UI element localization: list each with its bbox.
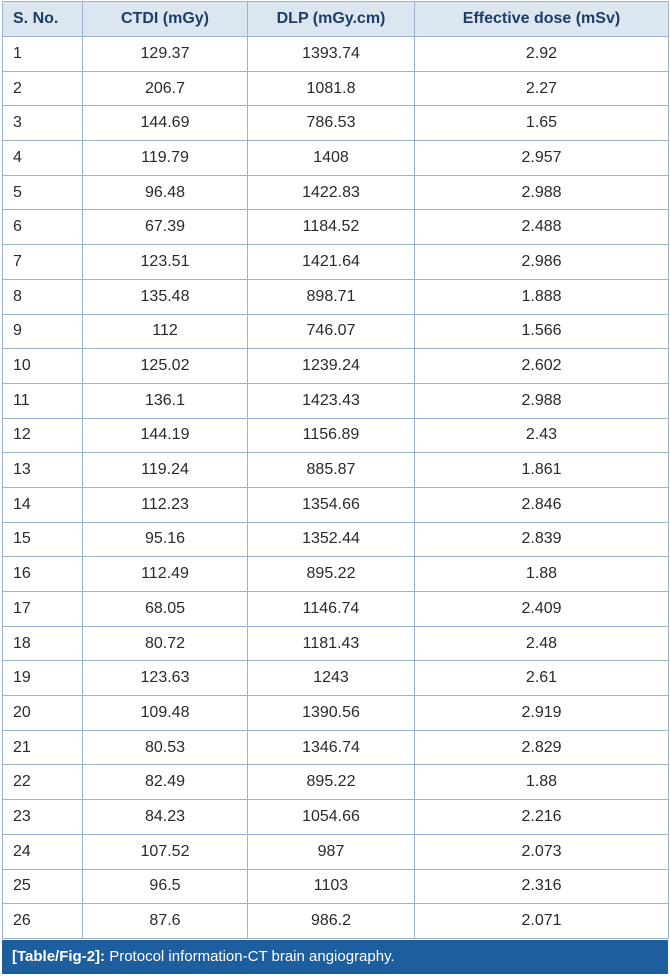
- cell-sno: 14: [3, 487, 83, 522]
- cell-ctdi: 80.53: [83, 730, 248, 765]
- table-row: [3, 141, 669, 176]
- cell-sno: 13: [3, 453, 83, 488]
- cell-effective-dose: 2.92: [415, 37, 669, 72]
- table-row: [3, 626, 669, 661]
- cell-effective-dose: 2.602: [415, 349, 669, 384]
- cell-dlp: 895.22: [248, 557, 415, 592]
- dose-table: [2, 1, 669, 939]
- cell-effective-dose: 2.488: [415, 210, 669, 245]
- cell-ctdi: 129.37: [83, 37, 248, 72]
- cell-sno: 23: [3, 800, 83, 835]
- cell-sno: 19: [3, 661, 83, 696]
- cell-sno: 4: [3, 141, 83, 176]
- cell-dlp: 898.71: [248, 279, 415, 314]
- cell-dlp: 1393.74: [248, 37, 415, 72]
- cell-ctdi: 119.24: [83, 453, 248, 488]
- cell-ctdi: 135.48: [83, 279, 248, 314]
- cell-sno: 24: [3, 834, 83, 869]
- cell-ctdi: 96.48: [83, 175, 248, 210]
- table-row: [3, 175, 669, 210]
- cell-ctdi: 84.23: [83, 800, 248, 835]
- cell-effective-dose: 2.988: [415, 175, 669, 210]
- cell-ctdi: 119.79: [83, 141, 248, 176]
- header-sno: S. No.: [3, 2, 83, 37]
- cell-dlp: 1184.52: [248, 210, 415, 245]
- table-row: [3, 383, 669, 418]
- cell-effective-dose: 2.073: [415, 834, 669, 869]
- table-row: [3, 800, 669, 835]
- cell-sno: 7: [3, 245, 83, 280]
- table-row: [3, 834, 669, 869]
- cell-sno: 12: [3, 418, 83, 453]
- cell-sno: 26: [3, 904, 83, 939]
- cell-sno: 3: [3, 106, 83, 141]
- caption-tag: [Table/Fig-2]:: [12, 948, 106, 965]
- cell-effective-dose: 2.216: [415, 800, 669, 835]
- cell-effective-dose: 2.27: [415, 71, 669, 106]
- cell-ctdi: 80.72: [83, 626, 248, 661]
- cell-effective-dose: 2.071: [415, 904, 669, 939]
- cell-dlp: 986.2: [248, 904, 415, 939]
- cell-sno: 25: [3, 869, 83, 904]
- caption-text: Protocol information-CT brain angiography.: [105, 948, 395, 965]
- cell-sno: 21: [3, 730, 83, 765]
- cell-ctdi: 109.48: [83, 696, 248, 731]
- cell-ctdi: 87.6: [83, 904, 248, 939]
- cell-effective-dose: 2.988: [415, 383, 669, 418]
- table-row: [3, 730, 669, 765]
- table-row: [3, 592, 669, 627]
- cell-effective-dose: 1.65: [415, 106, 669, 141]
- cell-sno: 10: [3, 349, 83, 384]
- table-row: [3, 245, 669, 280]
- cell-effective-dose: 1.88: [415, 765, 669, 800]
- cell-dlp: 1354.66: [248, 487, 415, 522]
- table-row: [3, 210, 669, 245]
- table-row: [3, 418, 669, 453]
- cell-dlp: 786.53: [248, 106, 415, 141]
- cell-sno: 1: [3, 37, 83, 72]
- table-row: [3, 453, 669, 488]
- cell-sno: 5: [3, 175, 83, 210]
- cell-sno: 6: [3, 210, 83, 245]
- table-row: [3, 869, 669, 904]
- table-row: [3, 904, 669, 939]
- cell-effective-dose: 2.48: [415, 626, 669, 661]
- cell-sno: 8: [3, 279, 83, 314]
- cell-dlp: 746.07: [248, 314, 415, 349]
- cell-sno: 11: [3, 383, 83, 418]
- header-effective-dose: Effective dose (mSv): [415, 2, 669, 37]
- cell-dlp: 1423.43: [248, 383, 415, 418]
- header-dlp: DLP (mGy.cm): [248, 2, 415, 37]
- cell-dlp: 1243: [248, 661, 415, 696]
- cell-effective-dose: 1.566: [415, 314, 669, 349]
- cell-ctdi: 112: [83, 314, 248, 349]
- cell-sno: 20: [3, 696, 83, 731]
- cell-dlp: 885.87: [248, 453, 415, 488]
- cell-dlp: 987: [248, 834, 415, 869]
- cell-effective-dose: 2.986: [415, 245, 669, 280]
- cell-dlp: 1390.56: [248, 696, 415, 731]
- cell-effective-dose: 2.957: [415, 141, 669, 176]
- cell-effective-dose: 2.61: [415, 661, 669, 696]
- cell-dlp: 1156.89: [248, 418, 415, 453]
- table-header-row: [3, 2, 669, 37]
- cell-dlp: 1054.66: [248, 800, 415, 835]
- cell-effective-dose: 2.919: [415, 696, 669, 731]
- table-row: [3, 522, 669, 557]
- cell-dlp: 1103: [248, 869, 415, 904]
- table-caption: [2, 940, 668, 974]
- cell-sno: 15: [3, 522, 83, 557]
- cell-dlp: 1181.43: [248, 626, 415, 661]
- cell-ctdi: 95.16: [83, 522, 248, 557]
- header-ctdi: CTDI (mGy): [83, 2, 248, 37]
- cell-ctdi: 96.5: [83, 869, 248, 904]
- cell-effective-dose: 2.316: [415, 869, 669, 904]
- cell-dlp: 1239.24: [248, 349, 415, 384]
- document-page: [1, 1, 669, 975]
- cell-ctdi: 206.7: [83, 71, 248, 106]
- cell-effective-dose: 1.888: [415, 279, 669, 314]
- table-row: [3, 557, 669, 592]
- cell-effective-dose: 1.861: [415, 453, 669, 488]
- cell-sno: 22: [3, 765, 83, 800]
- table-row: [3, 349, 669, 384]
- table-row: [3, 696, 669, 731]
- cell-ctdi: 144.19: [83, 418, 248, 453]
- cell-effective-dose: 2.43: [415, 418, 669, 453]
- table-row: [3, 71, 669, 106]
- table-body: [3, 37, 669, 939]
- cell-ctdi: 67.39: [83, 210, 248, 245]
- table-row: [3, 487, 669, 522]
- cell-dlp: 895.22: [248, 765, 415, 800]
- cell-ctdi: 125.02: [83, 349, 248, 384]
- cell-ctdi: 136.1: [83, 383, 248, 418]
- cell-ctdi: 112.49: [83, 557, 248, 592]
- cell-effective-dose: 2.846: [415, 487, 669, 522]
- cell-dlp: 1146.74: [248, 592, 415, 627]
- cell-ctdi: 123.51: [83, 245, 248, 280]
- cell-ctdi: 107.52: [83, 834, 248, 869]
- cell-ctdi: 112.23: [83, 487, 248, 522]
- table-row: [3, 37, 669, 72]
- cell-dlp: 1352.44: [248, 522, 415, 557]
- cell-dlp: 1421.64: [248, 245, 415, 280]
- cell-dlp: 1422.83: [248, 175, 415, 210]
- cell-sno: 2: [3, 71, 83, 106]
- cell-ctdi: 123.63: [83, 661, 248, 696]
- cell-sno: 18: [3, 626, 83, 661]
- cell-ctdi: 68.05: [83, 592, 248, 627]
- cell-dlp: 1346.74: [248, 730, 415, 765]
- cell-effective-dose: 2.829: [415, 730, 669, 765]
- cell-effective-dose: 1.88: [415, 557, 669, 592]
- cell-effective-dose: 2.409: [415, 592, 669, 627]
- cell-sno: 9: [3, 314, 83, 349]
- table-row: [3, 106, 669, 141]
- cell-sno: 16: [3, 557, 83, 592]
- table-row: [3, 314, 669, 349]
- cell-dlp: 1081.8: [248, 71, 415, 106]
- table-row: [3, 765, 669, 800]
- cell-ctdi: 82.49: [83, 765, 248, 800]
- cell-effective-dose: 2.839: [415, 522, 669, 557]
- cell-dlp: 1408: [248, 141, 415, 176]
- table-row: [3, 279, 669, 314]
- cell-ctdi: 144.69: [83, 106, 248, 141]
- table-row: [3, 661, 669, 696]
- cell-sno: 17: [3, 592, 83, 627]
